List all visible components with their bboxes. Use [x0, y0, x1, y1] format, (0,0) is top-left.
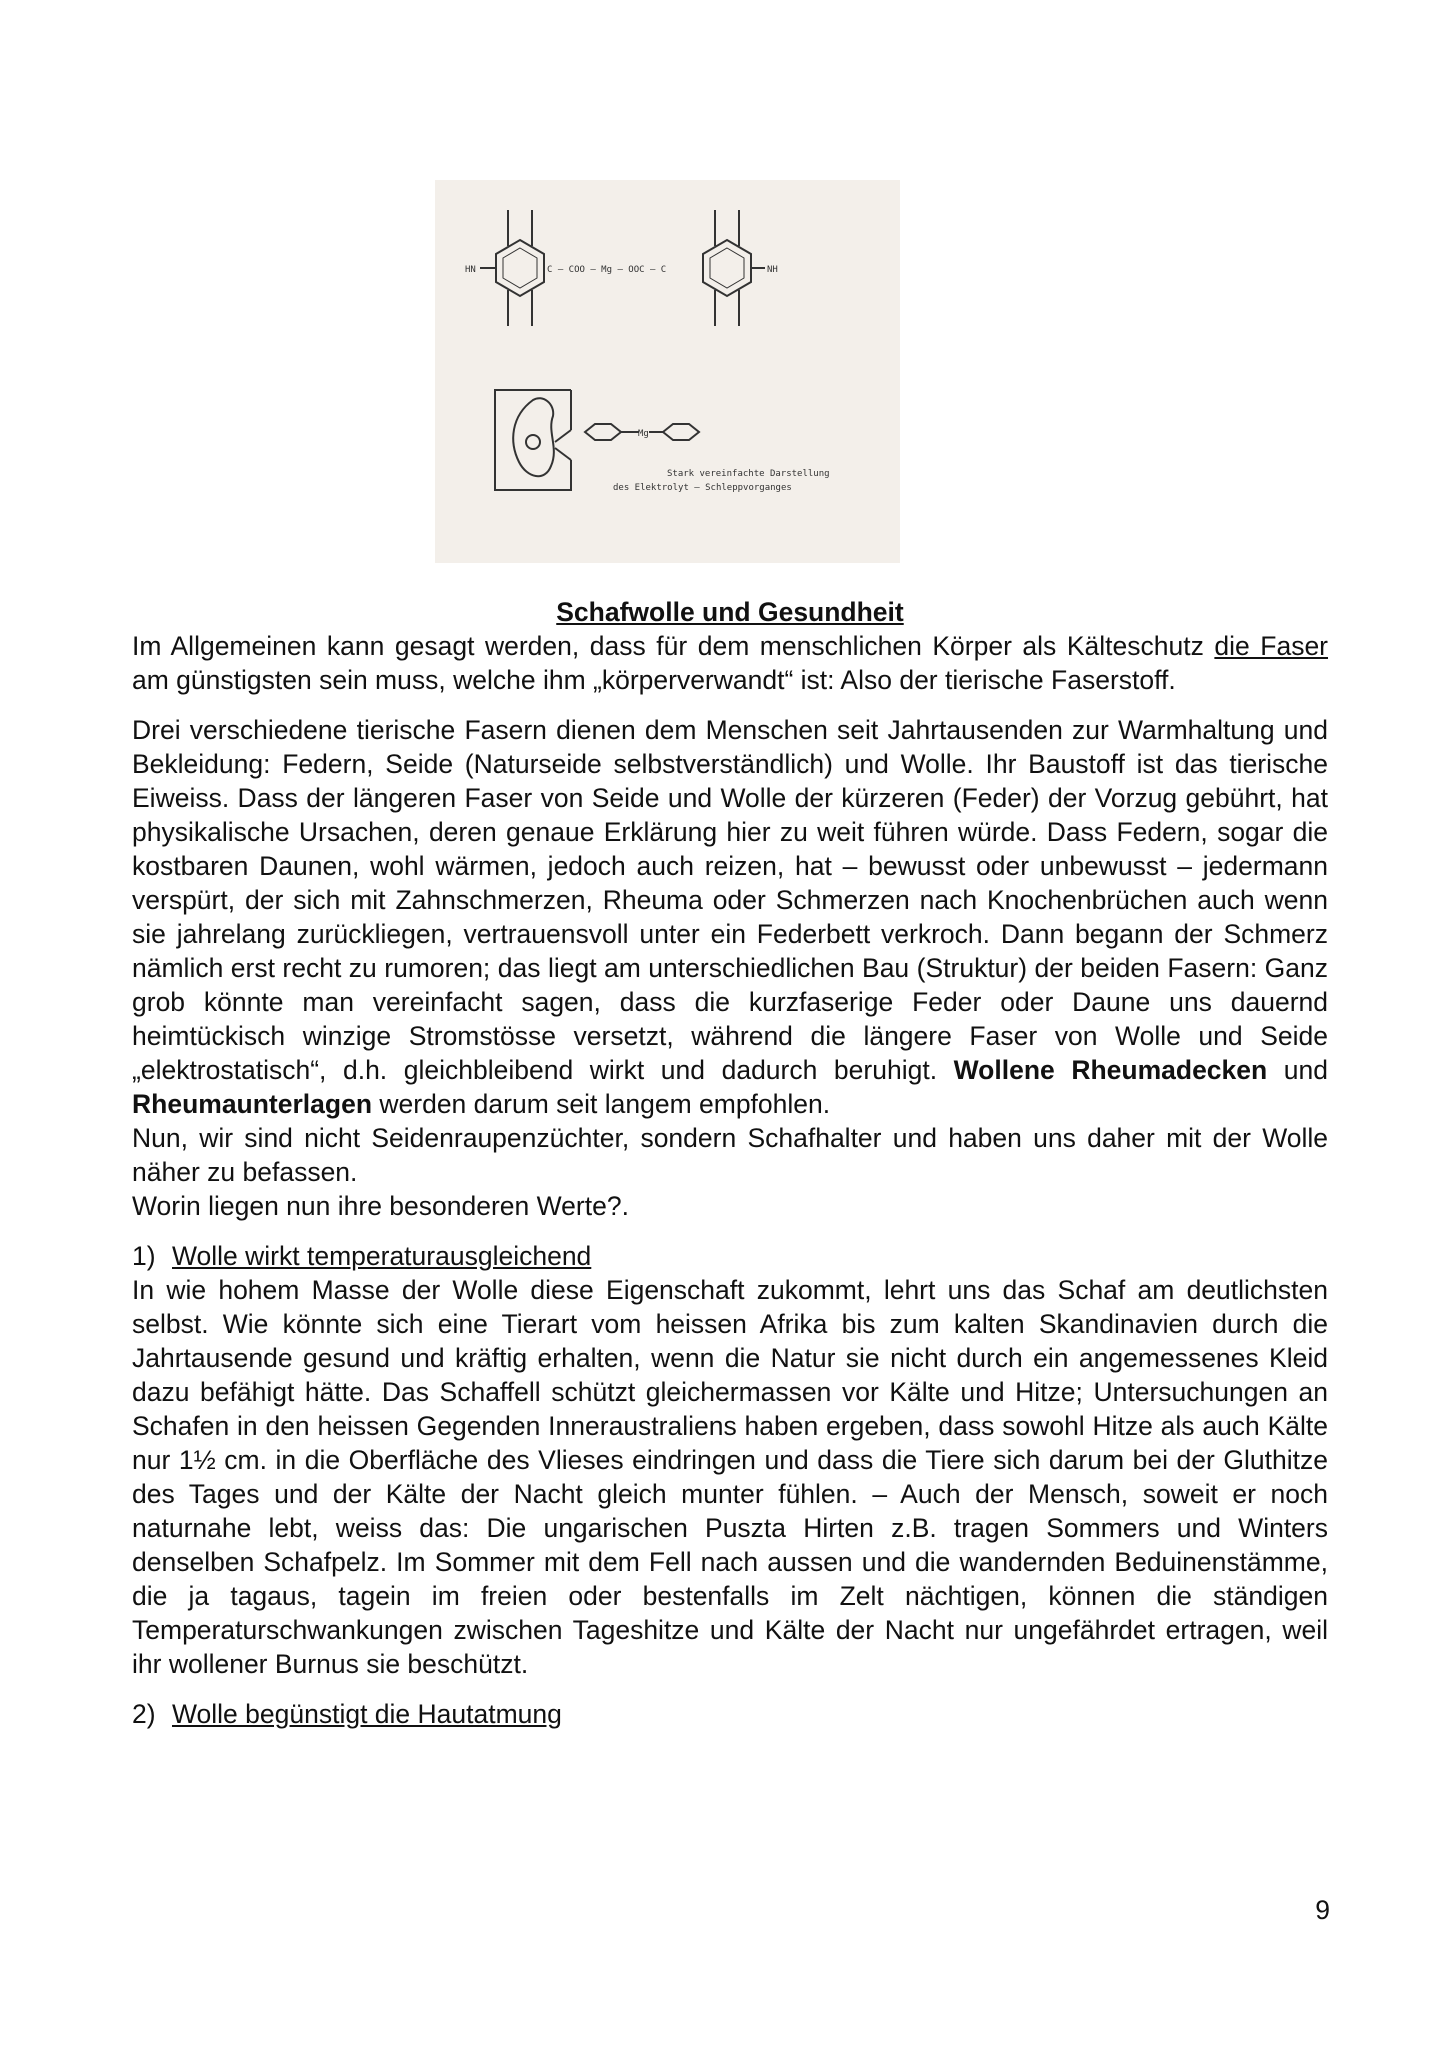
article-body: [132, 595, 1328, 1731]
bold-term-rheumadecken: Wollene Rheumadecken: [953, 1055, 1268, 1085]
section2-title: Wolle begünstigt die Hautatmung: [172, 1699, 562, 1729]
nh-label: NH: [767, 265, 778, 275]
formula-top-text: C – COO – Mg – OOC – C: [547, 265, 667, 275]
hn-label: HN: [465, 265, 476, 275]
page-number: 9: [1315, 1895, 1330, 1925]
figure-caption-line2: des Elektrolyt – Schleppvorganges: [613, 483, 792, 493]
paragraph-sheep-keepers: Nun, wir sind nicht Seidenraupenzüchter, sondern Schafhalter und haben uns daher mit der Wolle näher zu befassen.: [132, 1123, 1328, 1187]
mg-label: Mg: [638, 429, 649, 439]
paragraph-intro: Im Allgemeinen kann gesagt werden, dass für dem menschlichen Körper als Kälteschutz die Faser am günstigsten sein muss, welche ihm „körperverwandt“ ist: Also der tierische Faserstoff.: [132, 631, 1329, 695]
article-heading: Schafwolle und Gesundheit: [556, 597, 904, 627]
section2-number: 2): [132, 1699, 156, 1729]
section1-text: In wie hohem Masse der Wolle diese Eigenschaft zukommt, lehrt uns das Schaf am deutlichsten selbst. Wie könnte sich eine Tierart vom heissen Afrika bis zum kalten Skandinavien durch die Jahrtausende gesund und kräftig erhalten, wenn die Natur sie nicht durch ein angemessenes Kleid dazu befähigt hätte. Das Schaffell schützt gleichermassen vor Kälte und Hitze; Untersuchungen an Schafen in den heissen Gegenden Inneraustraliens haben ergeben, dass sowohl Hitze als auch Kälte nur 1½ cm. in die Oberfläche des Vlieses eindringen und dass die Tiere sich darum bei der Gluthitze des Tages und der Kälte der Nacht gleich munter fühlen. – Auch der Mensch, soweit er noch naturnahe lebt, weiss das: Die ungarischen Puszta Hirten z.B. tragen Sommers und Winters denselben Schafpelz. Im Sommer mit dem Fell nach aussen und die wandernden Beduinenstämme, die ja tagaus, tagein im freien oder bestenfalls im Zelt nächtigen, können die ständigen Temperaturschwankungen zwischen Tageshitze und Kälte der Nacht nur ungefährdet ertragen, weil ihr wollener Burnus sie beschützt.: [132, 1275, 1328, 1679]
underlined-phrase: die Faser: [1214, 631, 1329, 661]
section1-number: 1): [132, 1241, 156, 1271]
paragraph-fibers: Drei verschiedene tierische Fasern dienen dem Menschen seit Jahrtausenden zur Warmhaltung und Bekleidung: Federn, Seide (Naturseide selbstverständlich) und Wolle. Ihr Baustoff ist das tierische Eiweiss. Dass der längeren Faser von Seide und Wolle der kürzeren (Feder) der Vorzug gebührt, hat physikalische Ursachen, deren genaue Erklärung hier zu weit führen würde. Dass Federn, sogar die kostbaren Daunen, wohl wärmen, jedoch auch reizen, hat – bewusst oder unbewusst – jedermann verspürt, der sich mit Zahnschmerzen, Rheuma oder Schmerzen nach Knochenbrüchen auch wenn sie jahrelang zurückliegen, vertrauensvoll unter ein Federbett verkroch. Dann begann der Schmerz nämlich erst recht zu rumoren; das liegt am unterschiedlichen Bau (Struktur) der beiden Fasern: Ganz grob könnte man vereinfacht sagen, dass die kurzfaserige Feder oder Daune uns dauernd heimtückisch winzige Stromstösse versetzt, während die längere Faser von Wolle und Seide „elektrostatisch“, d.h. gleichbleibend wirkt und dadurch beruhigt. Wollene Rheumadecken und Rheumaunterlagen werden darum seit langem empfohlen.: [132, 715, 1328, 1119]
section1-title: Wolle wirkt temperaturausgleichend: [172, 1241, 592, 1271]
section1-heading: [132, 1239, 1328, 1273]
paragraph-question: Worin liegen nun ihre besonderen Werte?.: [132, 1191, 629, 1221]
bold-term-rheumaunterlagen: Rheumaunterlagen: [132, 1089, 373, 1119]
electrolyte-diagram-figure: [435, 180, 900, 563]
figure-caption-line1: Stark vereinfachte Darstellung: [667, 469, 830, 479]
section2-heading: [132, 1697, 1328, 1731]
